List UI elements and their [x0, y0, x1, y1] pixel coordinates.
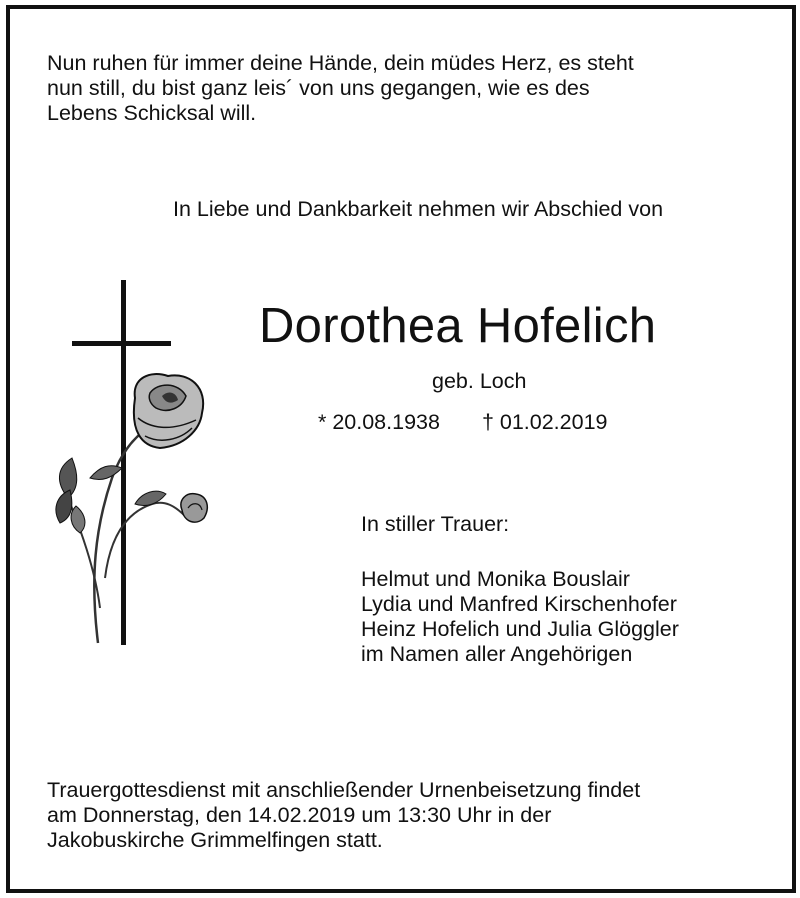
service-announcement	[47, 778, 640, 853]
verse-line: Lebens Schicksal will.	[47, 101, 257, 125]
mourner-entry: Helmut und Monika Bouslair	[361, 567, 630, 591]
verse-line: Nun ruhen für immer deine Hände, dein müdes Herz, es steht	[47, 51, 634, 75]
service-line: am Donnerstag, den 14.02.2019 um 13:30 Uhr in der	[47, 803, 552, 827]
mourner-entry: im Namen aller Angehörigen	[361, 642, 633, 666]
farewell-intro: In Liebe und Dankbarkeit nehmen wir Abschied von	[173, 197, 664, 221]
mourner-entry: Heinz Hofelich und Julia Glöggler	[361, 617, 679, 641]
birth-name: geb. Loch	[432, 369, 527, 393]
mourners-list	[361, 567, 679, 667]
birth-date: * 20.08.1938	[318, 410, 440, 434]
life-dates	[318, 410, 608, 435]
service-line: Trauergottesdienst mit anschließender Urnenbeisetzung findet	[47, 778, 641, 802]
cross-with-rose-icon	[50, 278, 215, 648]
mourners-heading: In stiller Trauer:	[361, 512, 510, 536]
mourner-entry: Lydia und Manfred Kirschenhofer	[361, 592, 677, 616]
verse-line: nun still, du bist ganz leis´ von uns gegangen, wie es des	[47, 76, 590, 100]
deceased-name: Dorothea Hofelich	[259, 299, 657, 353]
death-date: † 01.02.2019	[481, 410, 608, 434]
verse	[47, 51, 634, 126]
service-line: Jakobuskirche Grimmelfingen statt.	[47, 828, 383, 852]
